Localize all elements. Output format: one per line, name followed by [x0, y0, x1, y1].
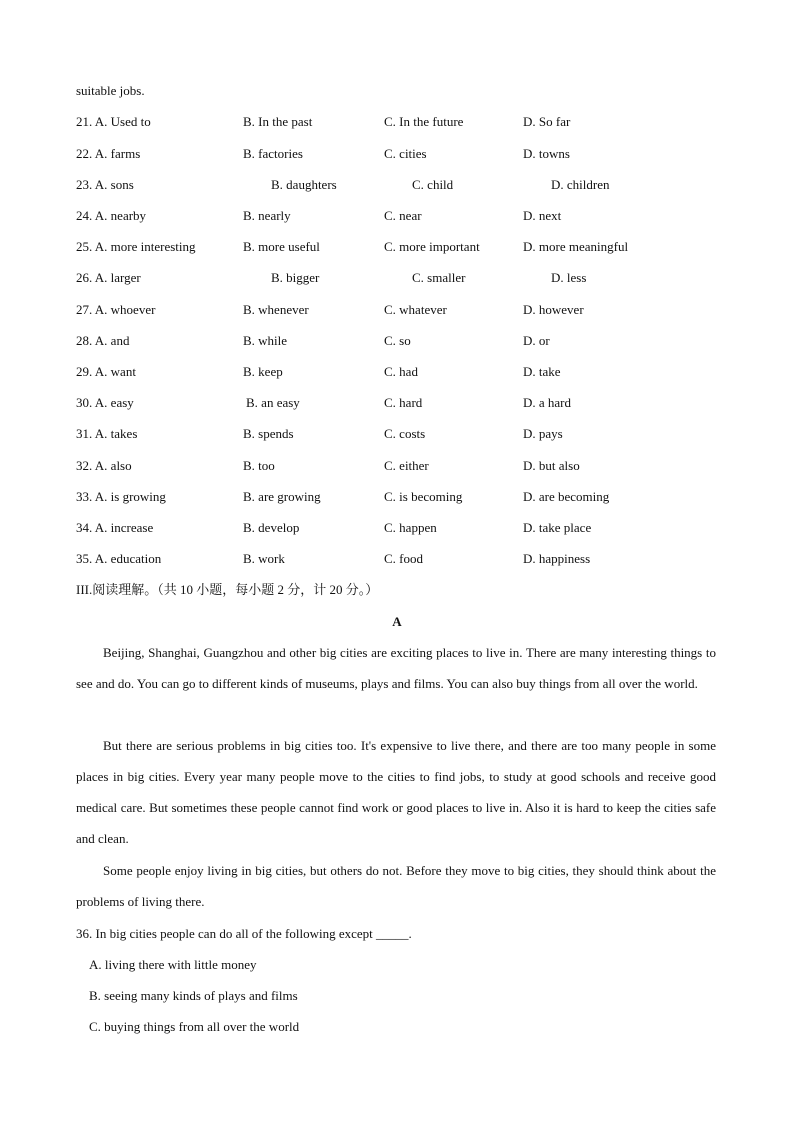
option-b: B. while [243, 333, 288, 348]
option-c: C. more important [384, 239, 480, 254]
question-36-option-b: B. seeing many kinds of plays and films [89, 988, 298, 1003]
option-d: D. take place [523, 520, 592, 535]
option-c: C. food [384, 551, 423, 566]
option-c: C. whatever [384, 302, 447, 317]
cloze-question-28 [76, 333, 716, 349]
option-d: D. happiness [523, 551, 591, 566]
section-heading: III.阅读理解。（共 10 小题，每小题 2 分，计 20 分。） [76, 582, 379, 597]
passage-label: A [392, 614, 402, 629]
option-b: B. whenever [243, 302, 309, 317]
cloze-question-33 [76, 489, 716, 505]
option-d: D. however [523, 302, 584, 317]
option-c: C. happen [384, 520, 437, 535]
option-a: 31. A. takes [76, 426, 138, 441]
option-d: D. less [551, 270, 587, 285]
option-c: C. had [384, 364, 418, 379]
option-b: B. keep [243, 364, 283, 379]
option-b: B. In the past [243, 114, 313, 129]
option-c: C. costs [384, 426, 426, 441]
passage-paragraph-3: Some people enjoy living in big cities, but others do not. Before they move to big cities, they should think about the problems of living there. [76, 863, 716, 909]
cloze-question-29 [76, 364, 716, 380]
cloze-question-22 [76, 146, 716, 162]
option-c: C. smaller [412, 270, 466, 285]
passage-paragraph-2: But there are serious problems in big cities too. It's expensive to live there, and there are too many people in some places in big cities. Every year many people move to the cities to find jobs, to study at good schools and receive good medical care. But sometimes these people cannot find work or good places to live in. Also it is hard to keep the cities safe and clean. [76, 738, 716, 846]
option-b: B. an easy [246, 395, 300, 410]
passage-paragraph-1: Beijing, Shanghai, Guangzhou and other big cities are exciting places to live in. There are many interesting things to see and do. You can go to different kinds of museums, plays and films. You can also buy things from all over the world. [76, 645, 716, 691]
option-b: B. are growing [243, 489, 321, 504]
option-c: C. either [384, 458, 429, 473]
cloze-question-34 [76, 520, 716, 536]
option-b: B. work [243, 551, 285, 566]
option-b: B. develop [243, 520, 300, 535]
option-b: B. daughters [271, 177, 337, 192]
option-d: D. or [523, 333, 550, 348]
cloze-question-21 [76, 114, 716, 130]
option-d: D. next [523, 208, 562, 223]
question-36-option-c: C. buying things from all over the world [89, 1019, 300, 1034]
cloze-question-24 [76, 208, 716, 224]
option-a: 21. A. Used to [76, 114, 151, 129]
option-b: B. spends [243, 426, 294, 441]
option-d: D. So far [523, 114, 571, 129]
option-d: D. children [551, 177, 610, 192]
option-a: 27. A. whoever [76, 302, 156, 317]
cloze-question-26 [76, 270, 716, 286]
option-c: C. In the future [384, 114, 464, 129]
question-36-option-a: A. living there with little money [89, 957, 257, 972]
option-a: 35. A. education [76, 551, 162, 566]
option-a: 28. A. and [76, 333, 130, 348]
option-a: 32. A. also [76, 458, 132, 473]
option-a: 26. A. larger [76, 270, 141, 285]
option-a: 23. A. sons [76, 177, 134, 192]
cloze-question-30 [76, 395, 716, 411]
option-c: C. cities [384, 146, 427, 161]
option-b: B. too [243, 458, 275, 473]
cloze-question-35 [76, 551, 716, 567]
option-d: D. more meaningful [523, 239, 629, 254]
option-b: B. more useful [243, 239, 320, 254]
cloze-question-25 [76, 239, 716, 255]
option-c: C. hard [384, 395, 423, 410]
option-a: 22. A. farms [76, 146, 141, 161]
option-d: D. pays [523, 426, 563, 441]
option-a: 34. A. increase [76, 520, 154, 535]
cloze-question-32 [76, 458, 716, 474]
option-d: D. but also [523, 458, 580, 473]
option-c: C. so [384, 333, 411, 348]
cloze-question-27 [76, 302, 716, 318]
option-c: C. is becoming [384, 489, 463, 504]
option-d: D. towns [523, 146, 570, 161]
option-c: C. child [412, 177, 454, 192]
option-a: 30. A. easy [76, 395, 134, 410]
option-a: 29. A. want [76, 364, 136, 379]
option-a: 24. A. nearby [76, 208, 147, 223]
option-d: D. take [523, 364, 561, 379]
cloze-question-31 [76, 426, 716, 442]
intro-tail: suitable jobs. [76, 83, 145, 98]
option-a: 33. A. is growing [76, 489, 166, 504]
option-d: D. a hard [523, 395, 572, 410]
option-c: C. near [384, 208, 422, 223]
question-36-stem: 36. In big cities people can do all of the following except _____. [76, 926, 412, 941]
option-d: D. are becoming [523, 489, 610, 504]
option-b: B. bigger [271, 270, 320, 285]
cloze-question-23 [76, 177, 716, 193]
option-b: B. factories [243, 146, 303, 161]
option-b: B. nearly [243, 208, 291, 223]
option-a: 25. A. more interesting [76, 239, 196, 254]
